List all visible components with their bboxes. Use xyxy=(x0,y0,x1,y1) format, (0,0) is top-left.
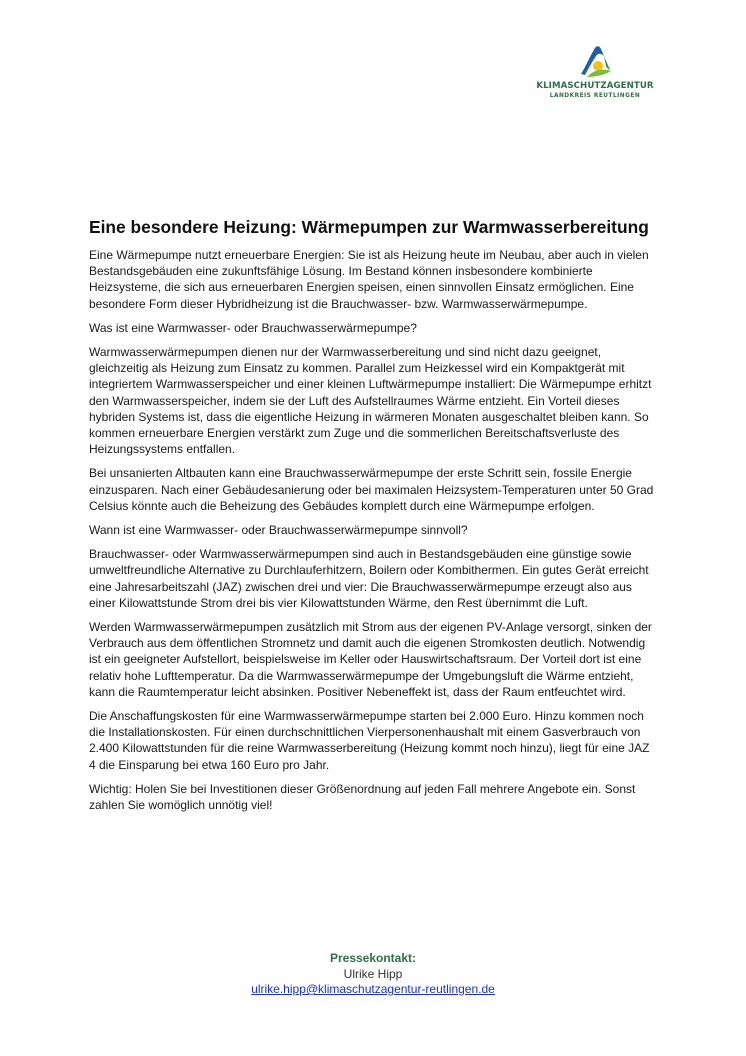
paragraph-alternative: Brauchwasser- oder Warmwasserwärmepumpen sind auch in Bestandsgebäuden eine günstige sowie umweltfreundliche Alternative zu Durchlauferhitzern, Boilern oder Kombithermen. Ein gutes Gerät erreicht eine Jahresarbeitszahl (JAZ) zwischen drei und vier: Die Brauchwasserwärmepumpe erzeugt also aus einer Kilowattstunde Strom drei bis vier Kilowattstunden Wärme, den Rest übernimmt die Luft. xyxy=(89,547,649,610)
paragraph-intro: Eine Wärmepumpe nutzt erneuerbare Energien: Sie ist als Heizung heute im Neubau, aber auch in vielen Bestandsgebäuden eine zukunftsfähige Lösung. Im Bestand können insbesondere kombinierte Heizsysteme, die sich aus erneuerbaren Energien speisen, einen sinnvollen Einsatz ermöglichen. Eine besondere Form dieser Hybridheizung ist die Brauchwasser- bzw. Warmwasserwärmepumpe. xyxy=(89,248,649,311)
press-contact-label: Pressekontakt: xyxy=(329,951,417,965)
paragraph-costs: Die Anschaffungskosten für eine Warmwasserwärmepumpe starten bei 2.000 Euro. Hinzu kommen noch die Installationskosten. Für einen durchschnittlichen Vierpersonenhaushalt mit einem Gasverbrauch von 2.400 Kilowattstunden für die reine Warmwasserbereitung (Heizung kommt noch hinzu), liegt für eine JAZ 4 die Einsparung bei etwa 160 Euro pro Jahr. xyxy=(89,709,650,772)
paragraph-pv: Werden Warmwasserwärmepumpen zusätzlich mit Strom aus der eigenen PV-Anlage versorgt, sinken der Verbrauch aus dem öffentlichen Stromnetz und damit auch die eigenen Stromkosten deutlich. Notwendig ist ein geeigneter Aufstellort, beispielsweise im Keller oder Hauswirtschaftsraum. Der Vorteil dort ist eine relativ hohe Lufttemperatur. Da die Warmwasserwärmepumpe der Umgebungsluft die Wärme entzieht, kann die Raumtemperatur leicht absinken. Positiver Nebeneffekt ist, dass der Raum entfeuchtet wird. xyxy=(89,620,652,699)
paragraph-old-buildings: Bei unsanierten Altbauten kann eine Brauchwasserwärmepumpe der erste Schritt sein, fossile Energie einzusparen. Nach einer Gebäudesanierung oder bei maximalen Heizsystem-Temperaturen unter 50 Grad Celsius könnte auch die Beheizung des Gebäudes komplett durch eine Wärmepumpe erfolgen. xyxy=(89,466,654,513)
question-when-useful: Wann ist eine Warmwasser- oder Brauchwasserwärmepumpe sinnvoll? xyxy=(89,523,468,538)
klimaschutzagentur-logo-icon xyxy=(577,44,613,80)
press-contact-name: Ulrike Hipp xyxy=(343,966,403,981)
question-what-is: Was ist eine Warmwasser- oder Brauchwasserwärmepumpe? xyxy=(89,320,417,335)
logo-title: KLIMASCHUTZAGENTUR xyxy=(536,81,654,91)
press-contact-email-link[interactable]: ulrike.hipp@klimaschutzagentur-reutlingen.de xyxy=(251,982,495,996)
paragraph-important: Wichtig: Holen Sie bei Investitionen dieser Größenordnung auf jeden Fall mehrere Angebote ein. Sonst zahlen Sie womöglich unnötig viel! xyxy=(89,781,636,813)
logo xyxy=(535,44,655,104)
article-title: Eine besondere Heizung: Wärmepumpen zur Warmwasserbereitung xyxy=(89,217,649,237)
paragraph-explanation: Warmwasserwärmepumpen dienen nur der Warmwasserbereitung und sind nicht dazu geeignet, gleichzeitig als Heizung zum Einsatz zu kommen. Parallel zum Heizkessel wird ein Kompaktgerät mit integriertem Warmwasserspeicher und einer kleinen Luftwärmepumpe installiert: Die Wärmepumpe erhitzt den Warmwasserspeicher, indem sie der Luft des Aufstellraumes Wärme entzieht. Ein Vorteil dieses hybriden Systems ist, dass die eigentliche Heizung in wärmeren Monaten ausgeschaltet bleiben kann. So kommen erneuerbare Energien verstärkt zum Zuge und die sommerlichen Bereitschaftsverluste des Heizungssystems entfallen. xyxy=(89,345,652,457)
logo-subtitle: LANDKREIS REUTLINGEN xyxy=(549,93,641,99)
article xyxy=(89,216,654,821)
press-contact xyxy=(0,951,746,998)
